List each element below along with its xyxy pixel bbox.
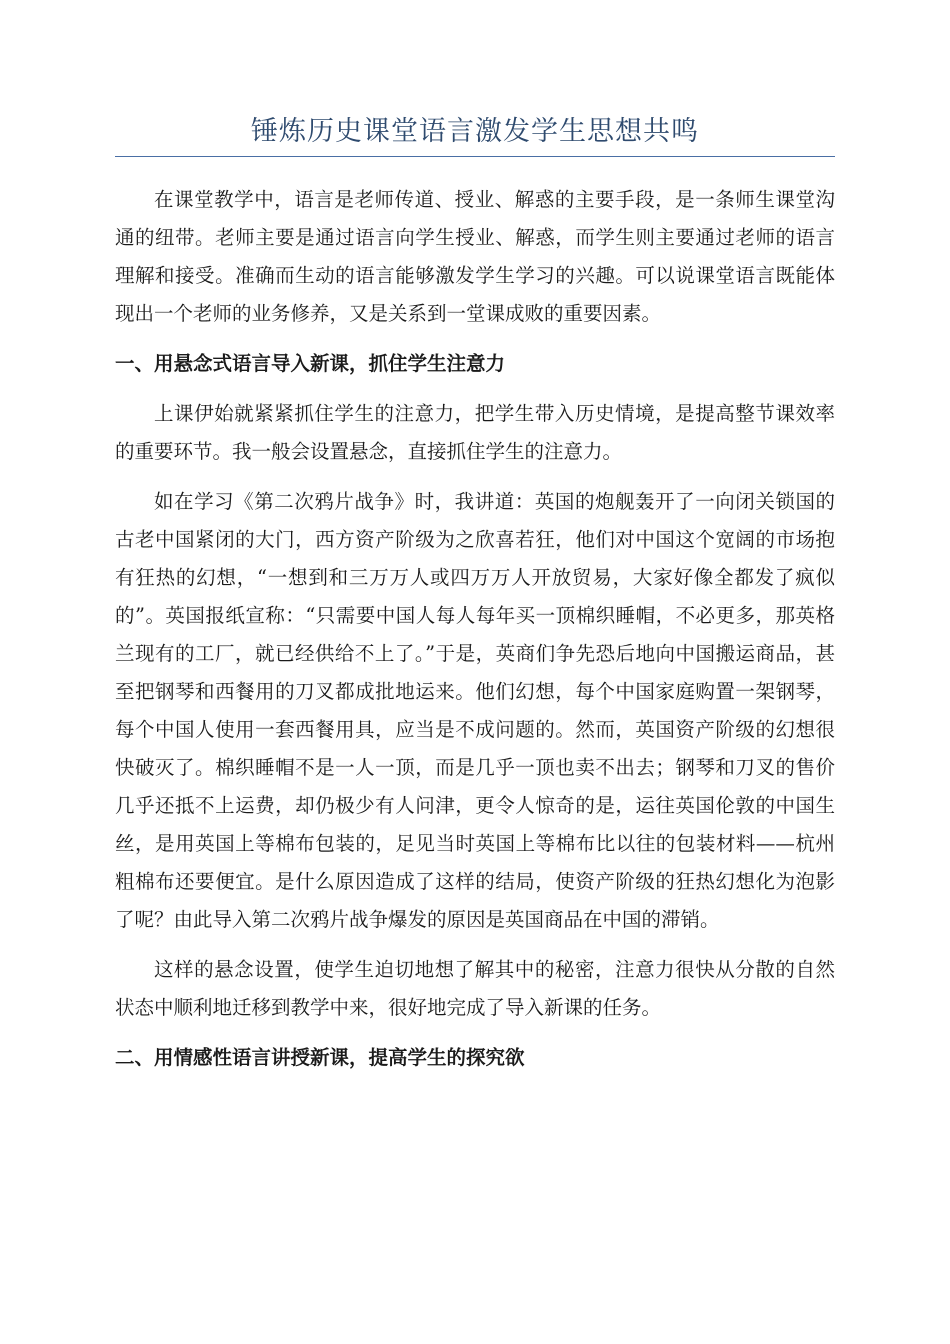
section-1-paragraph-3: 这样的悬念设置，使学生迫切地想了解其中的秘密，注意力很快从分散的自然状态中顺利地迁移到教学中来，很好地完成了导入新课的任务。 [115, 958, 835, 1019]
intro-paragraph: 在课堂教学中，语言是老师传道、授业、解惑的主要手段，是一条师生课堂沟通的纽带。老师主要是通过语言向学生授业、解惑，而学生则主要通过老师的语言理解和接受。准确而生动的语言能够激发学生学习的兴趣。可以说课堂语言既能体现出一个老师的业务修养，又是关系到一堂课成败的重要因素。 [115, 188, 835, 325]
document-page [115, 112, 835, 1089]
section-heading-2: 二、用情感性语言讲授新课，提高学生的探究欲 [115, 1046, 525, 1069]
section-1-paragraph-2: 如在学习《第二次鸦片战争》时，我讲道：英国的炮舰轰开了一向闭关锁国的古老中国紧闭的大门，西方资产阶级为之欣喜若狂，他们对中国这个宽阔的市场抱有狂热的幻想，“一想到和三万万人或四万万人开放贸易，大家好像全都发了疯似的”。英国报纸宣称：“只需要中国人每人每年买一顶棉织睡帽，不必更多，那英格兰现有的工厂，就已经供给不上了。”于是，英商们争先恐后地向中国搬运商品，甚至把钢琴和西餐用的刀叉都成批地运来。他们幻想，每个中国家庭购置一架钢琴，每个中国人使用一套西餐用具，应当是不成问题的。然而，英国资产阶级的幻想很快破灭了。棉织睡帽不是一人一顶，而是几乎一顶也卖不出去；钢琴和刀叉的售价几乎还抵不上运费，却仍极少有人问津，更令人惊奇的是，运往英国伦敦的中国生丝，是用英国上等棉布包装的，足见当时英国上等棉布比以往的包装材料——杭州粗棉布还要便宜。是什么原因造成了这样的结局，使资产阶级的狂热幻想化为泡影了呢？由此导入第二次鸦片战争爆发的原因是英国商品在中国的滞销。 [115, 490, 835, 931]
document-title: 锤炼历史课堂语言激发学生思想共鸣 [115, 112, 835, 157]
section-1-paragraph-1: 上课伊始就紧紧抓住学生的注意力，把学生带入历史情境，是提高整节课效率的重要环节。我一般会设置悬念，直接抓住学生的注意力。 [115, 402, 835, 463]
section-heading-1: 一、用悬念式语言导入新课，抓住学生注意力 [115, 352, 506, 375]
